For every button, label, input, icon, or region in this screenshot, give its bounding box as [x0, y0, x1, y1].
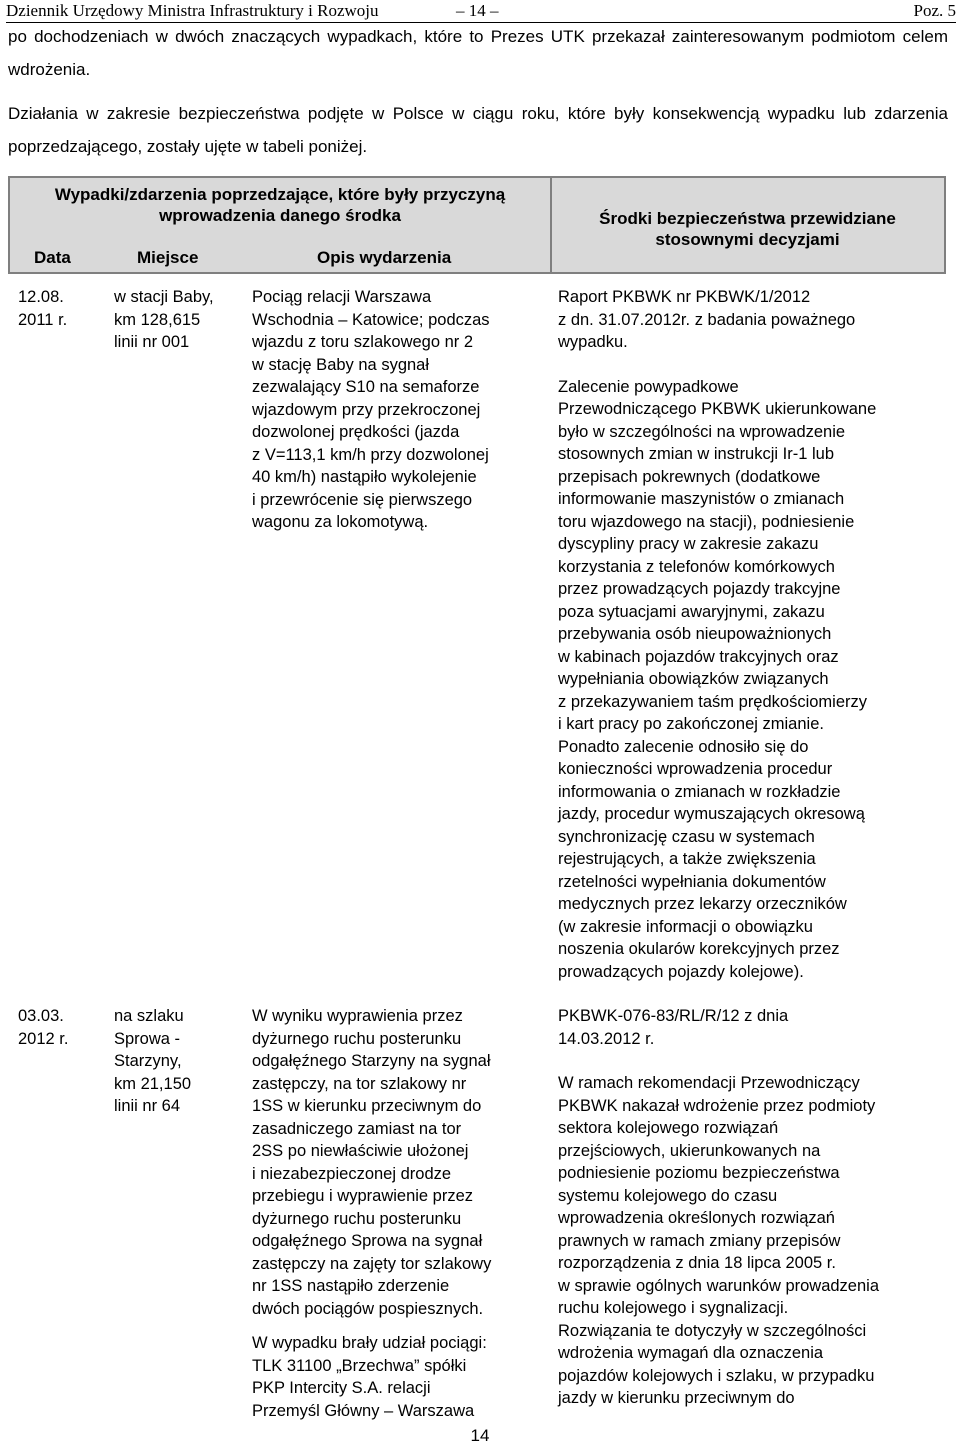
row-1-place: w stacji Baby, km 128,615 linii nr 001: [114, 288, 214, 351]
header-col-description: Opis wydarzenia: [317, 248, 452, 267]
row-1-description: Pociąg relacji Warszawa Wschodnia – Katowice; podczas wjazdu z toru szlakowego nr 2 w stację Baby na sygnał zezwalający S10 na semaforze wjazdowym przy przekroczonej dozwolonej prędkości (jazda z V=113,1 km/h przy dozwolonej 40 km/h) nastąpiło wykolejenie i przewrócenie się pierwszego wagonu za lokomotywą.: [252, 288, 490, 531]
row-1-measures: Raport PKBWK nr PKBWK/1/2012 z dn. 31.07.2012r. z badania poważnego wypadku. Zalecenie powypadkowe Przewodniczącego PKBWK ukierunkowane było w szczególności na wprowadzenie stosownych zmian w instrukcji Ir-1 lub przepisach pokrewnych (dodatkowe informowanie maszynistów o zmianach toru wjazdowego na stacji), podniesienie dyscypliny pracy w zakresie zakazu korzystania z telefonów komórkowych przez prowadzących pojazdy trakcyjne poza sytuacjami awaryjnymi, zakazu przebywania osób nieupoważnionych w kabinach pojazdów trakcyjnych oraz wypełniania obowiązków związanych z przekazywaniem taśm prędkościomierzy i kart pracy po zakończonej zmianie. Ponadto zalecenie odnosiło się do konieczności wprowadzenia procedur informowania o zmianach w rozkładzie jazdy, procedur wymuszających okresową synchronizację czasu w systemach rejestrujących, a także zwiększenia rzetelności wypełniania dokumentów medycznych przez lekarzy orzeczników (w zakresie informacji o obowiązku noszenia okularów korekcyjnych przez prowadzących pojazdy kolejowe).: [558, 288, 877, 981]
header-accidents-title: Wypadki/zdarzenia poprzedzające, które były przyczyną wprowadzenia danego środka: [54, 185, 506, 225]
page-marker: – 14 –: [456, 1, 499, 20]
intro-paragraph-2: Działania w zakresie bezpieczeństwa podjęte w Polsce w ciągu roku, które były konsekwencją wypadku lub zdarzenia poprzedzającego, zostały ujęte w tabeli poniżej.: [8, 104, 948, 156]
page-number: 14: [470, 1426, 490, 1445]
table-header-left: [10, 178, 552, 272]
header-measures-title: Środki bezpieczeństwa przewidziane stosownymi decyzjami: [599, 209, 896, 249]
journal-title: Dziennik Urzędowy Ministra Infrastruktury i Rozwoju: [6, 1, 379, 20]
position-number: Poz. 5: [913, 1, 956, 20]
intro-paragraph-1: po dochodzeniach w dwóch znaczących wypadkach, które to Prezes UTK przekazał zainteresowanym podmiotom celem wdrożenia.: [8, 27, 948, 79]
row-2-place: na szlaku Sprowa - Starzyny, km 21,150 linii nr 64: [114, 1007, 192, 1115]
row-1-date: 12.08. 2011 r.: [18, 288, 68, 329]
row-2-date: 03.03. 2012 r.: [18, 1007, 69, 1048]
row-2-measures: PKBWK-076-83/RL/R/12 z dnia 14.03.2012 r. W ramach rekomendacji Przewodniczący PKBWK nakazał wdrożenie przez podmioty sektora kolejowego rozwiązań przejściowych, ukierunkowanych na podniesienie poziomu bezpieczeństwa systemu kolejowego do czasu wprowadzenia określonych rozwiązań prawnych w ramach zmiany przepisów rozporządzenia z dnia 18 lipca 2005 r. w sprawie ogólnych warunków prowadzenia ruchu kolejowego i sygnalizacji. Rozwiązania te dotyczyły w szczególności wdrożenia wymagań dla oznaczenia pojazdów kolejowych i szlaku, w przypadku jazdy w kierunku przeciwnym do: [558, 1007, 880, 1407]
header-col-date: Data: [34, 248, 71, 267]
table-header: [8, 176, 946, 274]
header-col-place: Miejsce: [137, 248, 199, 267]
row-2-description: W wyniku wyprawienia przez dyżurnego ruchu posterunku odgałęźnego Starzyny na sygnał zastępczy, na tor szlakowy nr 1SS w kierunku przeciwnym do zasadniczego zamiast na tor 2SS po niewłaściwie ułożonej i niezabezpieczonej drodze przebiegu i wyprawienie przez dyżurnego ruchu posterunku odgałęźnego Sprowa na sygnał zastępczy na zajęty tor szlakowy nr 1SS nastąpiło zderzenie dwóch pociągów pospiesznych. W wypadku brały udział pociągi: TLK 31100 „Brzechwa” spółki PKP Intercity S.A. relacji Przemyśl Główny – Warszawa: [252, 1007, 492, 1420]
